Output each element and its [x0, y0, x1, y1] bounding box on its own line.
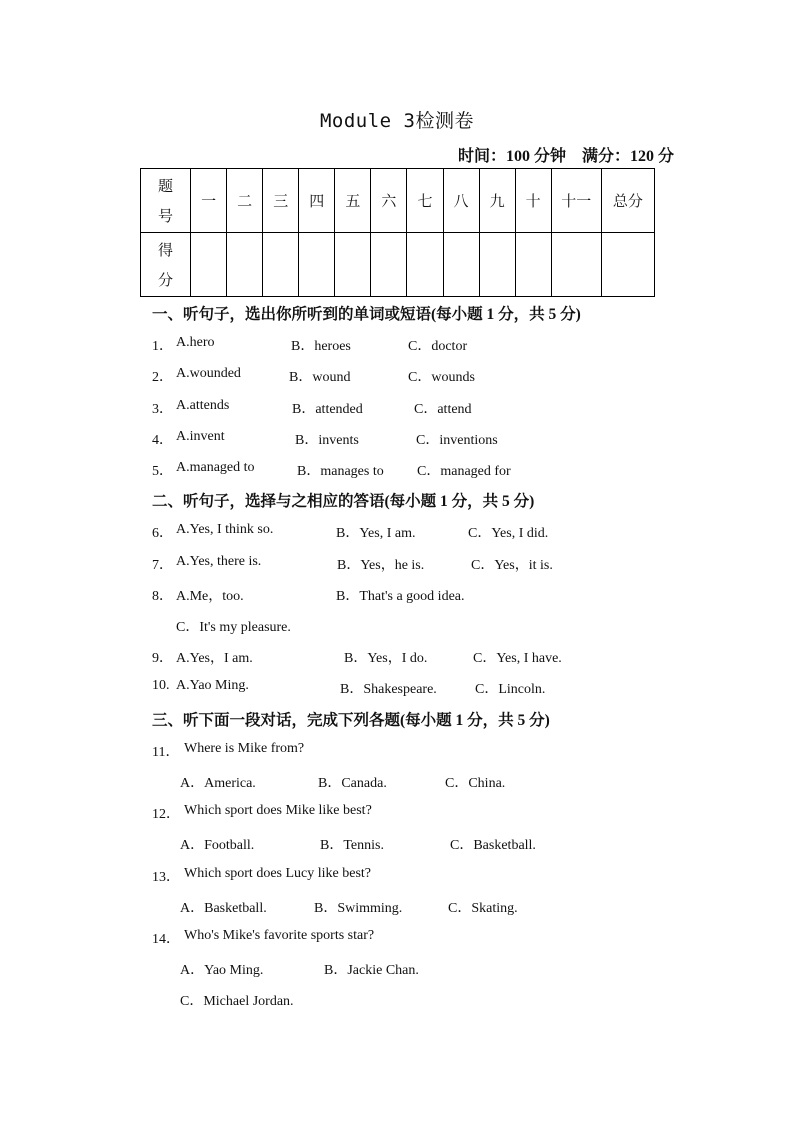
option-c: C．Yes，it is.: [471, 558, 553, 573]
option-c: C．Lincoln.: [475, 682, 546, 697]
option-c: C．attend: [414, 402, 472, 417]
option-a: A.wounded: [176, 366, 241, 381]
option-b: B．invents: [295, 433, 359, 448]
option-b: B．Swimming.: [314, 901, 403, 916]
score-cell[interactable]: [443, 233, 479, 297]
score-cell[interactable]: [299, 233, 335, 297]
score-cell[interactable]: [227, 233, 263, 297]
answer-row: [180, 772, 580, 792]
question-number: 12．: [152, 807, 180, 822]
score-table-header-row: [141, 169, 655, 233]
question-number: 11．: [152, 745, 180, 760]
question-number: 7．: [152, 558, 173, 573]
question-number: 2．: [152, 370, 173, 385]
score-cell[interactable]: [371, 233, 407, 297]
row-label-char: 分: [158, 270, 174, 289]
row-label-char: 号: [158, 206, 174, 225]
question-number: 1．: [152, 339, 173, 354]
option-a: A．Basketball.: [180, 901, 267, 916]
option-a: A.Yes, there is.: [176, 554, 262, 569]
option-a: A.Yao Ming.: [176, 678, 249, 693]
column-header: 一: [191, 169, 227, 233]
option-c: C．managed for: [417, 464, 511, 479]
option-c: C．Yes, I did.: [468, 526, 549, 541]
page-title: Module 3检测卷: [319, 110, 474, 132]
option-a: A.Yes，I am.: [176, 651, 253, 666]
option-c: C．Yes, I have.: [473, 651, 562, 666]
column-header: 九: [479, 169, 515, 233]
option-c: C．China.: [445, 776, 506, 791]
score-cell[interactable]: [479, 233, 515, 297]
question-number: 3．: [152, 402, 173, 417]
option-c: C．Skating.: [448, 901, 518, 916]
option-a: A.invent: [176, 429, 225, 444]
option-a: A.Yes, I think so.: [176, 522, 274, 537]
row-label-defen: [141, 233, 191, 297]
option-b: B．wound: [289, 370, 351, 385]
question-number: 4．: [152, 433, 173, 448]
section-heading-1: 一、听句子，选出你所听到的单词或短语(每小题 1 分，共 5 分): [152, 306, 581, 323]
option-b: B．Canada.: [318, 776, 387, 791]
question-text: Who's Mike's favorite sports star?: [184, 928, 375, 943]
answer-row: [180, 959, 580, 979]
question-number: 9．: [152, 651, 173, 666]
score-cell[interactable]: [601, 233, 654, 297]
option-c: C．Michael Jordan.: [180, 994, 294, 1009]
question-text: Where is Mike from?: [184, 741, 305, 756]
score-table-score-row: [141, 233, 655, 297]
column-header: 十一: [551, 169, 601, 233]
option-a: A.managed to: [176, 460, 255, 475]
score-cell[interactable]: [407, 233, 443, 297]
option-a: A．Football.: [180, 838, 255, 853]
option-a: A.attends: [176, 398, 230, 413]
option-c: C．It's my pleasure.: [176, 620, 291, 635]
question-number: 8．: [152, 589, 173, 604]
score-table: [140, 168, 655, 297]
option-c: C．wounds: [408, 370, 475, 385]
column-header: 七: [407, 169, 443, 233]
question-text: Which sport does Mike like best?: [184, 803, 372, 818]
score-cell[interactable]: [263, 233, 299, 297]
option-c: C．Basketball.: [450, 838, 536, 853]
score-cell[interactable]: [191, 233, 227, 297]
column-header: 五: [335, 169, 371, 233]
column-header: 总分: [601, 169, 654, 233]
answer-row: [180, 834, 580, 854]
option-a: A．Yao Ming.: [180, 963, 264, 978]
section-heading-3: 三、听下面一段对话，完成下列各题(每小题 1 分，共 5 分): [152, 712, 550, 729]
row-label-char: 题: [158, 176, 174, 195]
column-header: 十: [515, 169, 551, 233]
option-b: B．attended: [292, 402, 363, 417]
question-number: 13．: [152, 870, 180, 885]
question-number: 6．: [152, 526, 173, 541]
option-b: B．Yes，he is.: [337, 558, 425, 573]
question-number: 5．: [152, 464, 173, 479]
score-cell[interactable]: [515, 233, 551, 297]
option-b: B．manages to: [297, 464, 384, 479]
question-number: 14．: [152, 932, 180, 947]
option-a: A.Me，too.: [176, 589, 244, 604]
section-heading-2: 二、听句子，选择与之相应的答语(每小题 1 分，共 5 分): [152, 493, 535, 510]
answer-row: [180, 897, 580, 917]
question-number: 10.: [152, 678, 170, 693]
option-b: B．Yes，I do.: [344, 651, 428, 666]
column-header: 四: [299, 169, 335, 233]
score-cell[interactable]: [335, 233, 371, 297]
column-header: 六: [371, 169, 407, 233]
column-header: 三: [263, 169, 299, 233]
option-a: A.hero: [176, 335, 215, 350]
option-b: B．That's a good idea.: [336, 589, 465, 604]
option-b: B．heroes: [291, 339, 351, 354]
option-b: B．Tennis.: [320, 838, 384, 853]
option-b: B．Yes, I am.: [336, 526, 416, 541]
column-header: 二: [227, 169, 263, 233]
column-header: 八: [443, 169, 479, 233]
option-a: A．America.: [180, 776, 256, 791]
time-info: 时间：100 分钟 满分：120 分: [457, 148, 674, 165]
option-b: B．Jackie Chan.: [324, 963, 419, 978]
row-label-char: 得: [158, 240, 174, 259]
row-label-tihao: [141, 169, 191, 233]
option-b: B．Shakespeare.: [340, 682, 437, 697]
question-text: Which sport does Lucy like best?: [184, 866, 372, 881]
option-c: C．doctor: [408, 339, 468, 354]
option-c: C．inventions: [416, 433, 498, 448]
score-cell[interactable]: [551, 233, 601, 297]
